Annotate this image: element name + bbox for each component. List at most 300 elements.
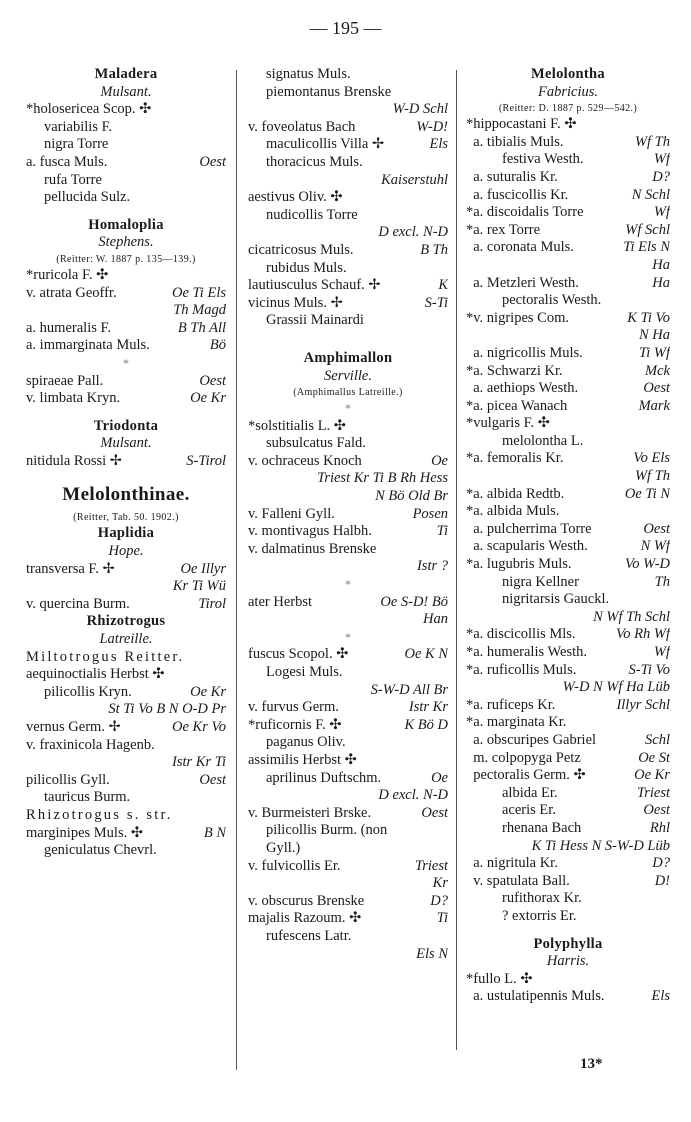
species-entry [466,750,670,768]
genus-heading: Amphimallon [303,349,393,366]
species-name: a. aethiops Westh. [466,380,579,397]
species-entry [26,172,226,190]
species-entry [466,626,670,644]
distribution: Oest [199,771,226,788]
species-entry [466,187,670,205]
species-entry [248,928,448,946]
species-entry [466,450,670,468]
species-name: maculicollis Villa ✢ [266,136,385,153]
species-name: variabilis F. [44,118,113,135]
species-entry [466,714,670,732]
species-entry [466,802,670,820]
species-entry [248,523,448,541]
species-name: a. immarginata Muls. [26,337,150,354]
distribution: Oe Illyr [180,560,226,577]
distribution: Oest [643,520,670,537]
species-entry [466,785,670,803]
species-name: nigra Torre [44,136,109,153]
distribution: Oe Kr [190,683,226,700]
species-name: a. fuscicollis Kr. [466,186,569,203]
species-entry [248,752,448,770]
species-entry [248,699,448,717]
species-name: v. quercina Burm. [26,595,130,612]
species-name: *a. lugubris Muls. [466,556,572,573]
distribution-continuation: D excl. N-D [378,787,448,804]
distribution: Oe S-D! Bö [380,593,448,610]
species-name: *a. discoidalis Torre [466,204,584,221]
spacer [26,207,226,217]
spacer [26,408,226,418]
distribution: Wf [653,644,670,660]
species-entry [466,222,670,240]
species-name: *a. rex Torre [466,221,541,238]
distribution-continuation: N Wf Th Schl [593,608,670,625]
distribution: D! [654,872,670,889]
species-name: v. montivagus Halbh. [248,523,372,540]
distribution: Triest [414,857,448,874]
species-name: *a. albida Redtb. [466,485,565,502]
genus-heading: Homaloplia [88,216,164,233]
genus-heading: Rhizotrogus [86,613,166,630]
species-entry [248,418,448,436]
species-name: a. coronata Muls. [466,239,574,256]
species-entry [248,664,448,682]
species-name: pectoralis Westh. [502,292,602,309]
distribution: S-Ti [424,294,448,311]
species-name: aceris Er. [502,802,556,819]
species-entry [248,506,448,524]
species-name: a. fusca Muls. [26,153,108,170]
distribution-continuation: Kr Ti Wü [172,578,226,595]
species-entry [466,556,670,574]
distribution: Schl [645,731,670,748]
species-entry [248,260,448,278]
genus-author: Latreille. [99,631,153,648]
species-name: v. Burmeisteri Brske. [248,804,372,821]
species-name: *solstitialis L. ✣ [248,417,346,434]
distribution: Oe Ti Els [172,284,226,301]
species-entry [26,719,226,737]
species-entry [248,295,448,313]
species-entry [466,521,670,539]
column-rule [456,70,457,1050]
species-name: pectoralis Germ. ✣ [466,767,586,784]
species-entry [466,363,670,381]
distribution: Posen [412,505,448,522]
species-entry [26,267,226,285]
species-entry [466,644,670,662]
species-entry [466,732,670,750]
species-entry [466,345,670,363]
species-entry [26,337,226,355]
species-entry [248,84,448,102]
distribution: Ti [436,910,448,927]
separator-asterisk: * [345,629,351,644]
species-entry [248,646,448,664]
species-entry [26,285,226,303]
distribution: Oe K N [404,646,448,663]
species-name: majalis Razoum. ✣ [248,910,362,927]
species-entry [466,503,670,521]
column-rule [236,70,237,1070]
species-entry [466,292,670,310]
species-entry [248,136,448,154]
species-entry [466,574,670,592]
genus-heading: Haplidia [97,525,155,542]
species-entry [248,277,448,295]
distribution-continuation: Istr Kr Ti [172,754,226,771]
distribution: Illyr Schl [616,696,670,713]
genus-author: Mulsant. [100,83,152,100]
species-entry [466,169,670,187]
species-name: *a. picea Wanach [466,397,568,414]
distribution: Ha [652,274,670,291]
species-entry [466,433,670,451]
species-entry [466,908,670,926]
species-name: signatus Muls. [266,66,351,82]
species-name: pilicollis Burm. (non [266,822,388,839]
distribution: Vo Rh Wf [616,626,670,643]
species-name: v. Falleni Gyll. [248,505,335,522]
spacer [466,926,670,936]
species-entry [26,684,226,702]
distribution: Rhl [649,819,670,836]
distribution-continuation: Istr ? [416,558,448,575]
genus-author: Mulsant. [100,435,152,452]
distribution: D? [652,855,670,872]
species-name: v. foveolatus Bach [248,118,356,135]
distribution: Mck [645,362,670,379]
distribution: Triest [636,784,670,801]
species-name: v. fraxinicola Hagenb. [26,736,155,753]
column-middle [248,66,448,963]
distribution-continuation: W-D N Wf Ha Lüb [562,679,670,696]
species-entry [466,134,670,152]
species-name: a. suturalis Kr. [466,168,558,185]
reference: (Reitter, Tab. 50. 1902.) [73,512,179,524]
species-name: melolontha L. [502,432,584,449]
column-left [26,66,226,860]
reference: (Amphimallus Latreille.) [293,387,403,399]
species-name: v. fulvicollis Er. [248,857,341,874]
distribution: Els [651,988,670,1005]
species-name: lautiusculus Schauf. ✢ [248,277,381,294]
distribution-continuation: S-W-D All Br [370,681,448,698]
distribution: Oe Ti N [624,485,670,502]
distribution-continuation: N Bö Old Br [375,488,448,505]
species-entry [248,858,448,876]
species-name: rufithorax Kr. [502,890,582,907]
species-name: *ruficornis F. ✣ [248,716,342,733]
species-entry [466,116,670,134]
species-name: Grassii Mainardi [266,312,364,329]
genus-author: Hope. [108,543,144,560]
species-name: v. limbata Kryn. [26,390,121,407]
distribution: B N [203,824,226,841]
species-name: v. obscurus Brenske [248,892,365,909]
species-entry [26,842,226,860]
species-name: albida Er. [502,784,558,801]
species-name: a. nigricollis Muls. [466,344,583,361]
species-name: *v. nigripes Com. [466,309,569,326]
species-entry [248,893,448,911]
species-entry [248,541,448,559]
species-name: *fullo L. ✣ [466,970,533,987]
species-entry [466,275,670,293]
species-name: thoracicus Muls. [266,153,363,170]
genus-author: Harris. [546,953,590,970]
species-entry [248,119,448,137]
distribution: Bö [209,337,226,354]
species-entry [466,662,670,680]
spacer [248,340,448,350]
distribution: Ti [436,523,448,540]
species-entry [26,101,226,119]
species-name: aprilinus Duftschm. [266,769,382,786]
species-name: *a. ruficeps Kr. [466,696,556,713]
species-name: v. atrata Geoffr. [26,284,117,301]
species-entry [466,151,670,169]
species-name: a. Metzleri Westh. [466,274,579,291]
species-name: a. humeralis F. [26,319,112,336]
genus-author: Serville. [324,367,372,384]
genus-heading: Maladera [94,66,158,82]
distribution: N Schl [631,186,670,203]
species-entry [466,697,670,715]
species-entry [466,398,670,416]
species-name: aequinoctialis Herbst ✣ [26,666,165,683]
distribution-continuation: Han [423,611,448,628]
signature-mark: 13* [580,1056,603,1072]
species-name: *a. Schwarzi Kr. [466,362,563,379]
distribution: Oest [643,380,670,397]
species-entry [248,207,448,225]
species-name: spiraeae Pall. [26,372,104,389]
subgenus-heading: Miltotrogus Reitter. [26,648,185,665]
distribution: Wf [653,151,670,168]
separator-asterisk: * [345,401,351,416]
species-entry [466,873,670,891]
species-entry [248,805,448,823]
species-entry [248,822,448,840]
species-entry [26,596,226,614]
species-name: aestivus Oliv. ✣ [248,189,343,206]
species-entry [26,119,226,137]
species-entry [26,373,226,391]
species-entry [466,486,670,504]
species-name: *hippocastani F. ✣ [466,116,577,133]
species-name: nigritarsis Gauckl. [502,591,610,608]
distribution-continuation: Th Magd [173,302,226,319]
distribution: Istr Kr [408,699,448,716]
species-name: a. ustulatipennis Muls. [466,988,605,1005]
page-number: — 195 — [309,18,382,38]
distribution: W-D! [416,118,448,135]
species-entry [466,204,670,222]
distribution: Wf Schl [625,221,670,238]
species-entry [26,772,226,790]
species-name: a. obscuripes Gabriel [466,731,597,748]
distribution: K [438,277,448,294]
species-name: paganus Oliv. [266,734,346,751]
distribution: Els [429,136,448,153]
species-name: subsulcatus Fald. [266,435,366,452]
species-name: rhenana Bach [502,819,582,836]
distribution-continuation: Triest Kr Ti B Rh Hess [317,470,448,487]
distribution-continuation: N Ha [638,327,670,344]
species-name: marginipes Muls. ✣ [26,824,144,841]
species-name: nigra Kellner [502,573,579,590]
species-name: vernus Germ. ✢ [26,719,121,735]
distribution: Ti Wf [638,344,670,361]
separator-asterisk: * [345,577,351,592]
species-name: Logesi Muls. [266,664,343,680]
species-name: v. furvus Germ. [248,699,339,716]
species-entry [466,988,670,1006]
species-entry [248,840,448,858]
species-name: pellucida Sulz. [44,189,131,206]
species-name: assimilis Herbst ✣ [248,751,357,768]
distribution: D? [652,168,670,185]
subfamily-heading: Melolonthinae. [62,484,190,506]
species-name: rubidus Muls. [266,259,347,276]
species-name: nudicollis Torre [266,206,358,223]
species-name: *holosericea Scop. ✣ [26,101,152,118]
distribution: Oest [199,372,226,389]
species-name: rufa Torre [44,171,102,188]
distribution-continuation: D excl. N-D [378,224,448,241]
species-name: *a. marginata Kr. [466,714,567,731]
species-entry [466,591,670,609]
distribution: S-Ti Vo [628,661,670,678]
species-entry [248,717,448,735]
species-name: ? extorris Er. [502,907,577,924]
species-entry [26,390,226,408]
species-entry [466,538,670,556]
species-entry [466,415,670,433]
species-name: festiva Westh. [502,151,584,168]
distribution: Oe Kr Vo [172,719,226,735]
species-name: piemontanus Brenske [266,83,392,100]
distribution: Wf Th [634,133,670,150]
distribution: Oest [421,804,448,821]
distribution: Th [654,573,670,590]
species-name: geniculatus Chevrl. [44,842,157,859]
column-right [466,66,670,1006]
species-name: a. nigritula Kr. [466,855,558,872]
species-name: m. colpopyga Petz [466,749,581,766]
distribution: Oe Kr [634,767,670,784]
genus-author: Stephens. [98,234,154,251]
species-name: a. tibialis Muls. [466,133,564,150]
distribution: N Wf [640,538,670,555]
species-name: transversa F. ✢ [26,560,115,577]
species-entry [26,453,226,471]
species-name: cicatricosus Muls. [248,241,354,258]
distribution: K Ti Vo [627,309,670,326]
species-name: pilicollis Gyll. [26,771,110,788]
species-entry [26,189,226,207]
distribution: Oest [199,153,226,170]
species-entry [248,734,448,752]
distribution: Oe [431,769,448,786]
spacer [248,330,448,340]
species-entry [248,66,448,84]
species-name: fuscus Scopol. ✣ [248,646,349,663]
reference: (Reitter: W. 1887 p. 135—139.) [56,253,196,265]
genus-heading: Triodonta [93,417,159,434]
subgenus-heading: Rhizotrogus s. str. [26,806,173,823]
distribution: Vo W-D [625,556,670,573]
species-entry [466,890,670,908]
species-entry [248,189,448,207]
distribution: Oe St [638,749,670,766]
distribution-continuation: St Ti Vo B N O-D Pr [108,701,226,718]
species-name: tauricus Burm. [44,789,131,806]
distribution: B Th [420,241,448,258]
species-name: *ruricola F. ✣ [26,266,109,283]
species-name: *a. discicollis Mls. [466,626,576,643]
reference: (Reitter: D. 1887 p. 529—542.) [498,103,638,115]
distribution: Mark [638,397,670,414]
species-entry [26,154,226,172]
distribution-continuation: Kaiserstuhl [381,171,448,188]
distribution-continuation: W-D Schl [392,101,448,118]
distribution-continuation: Kr [432,875,448,892]
species-name: a. scapularis Westh. [466,538,588,555]
species-name: a. pulcherrima Torre [466,520,592,537]
species-entry [466,855,670,873]
species-name: v. spatulata Ball. [466,872,570,889]
distribution: S-Tirol [186,452,226,469]
species-name: rufescens Latr. [266,927,352,944]
species-entry [26,561,226,579]
spacer [26,470,226,480]
genus-heading: Polyphylla [533,935,603,952]
species-entry [248,242,448,260]
species-entry [26,666,226,684]
species-name: v. ochraceus Knoch [248,452,362,469]
species-entry [248,594,448,612]
species-entry [466,767,670,785]
species-entry [248,154,448,172]
species-name: vicinus Muls. ✢ [248,294,343,311]
genus-heading: Melolontha [531,66,605,82]
distribution: Oest [643,802,670,819]
distribution-continuation: K Ti Hess N S-W-D Lüb [531,837,670,854]
species-name: *a. albida Muls. [466,503,560,520]
species-name: *a. femoralis Kr. [466,450,564,467]
distribution: Wf [653,204,670,221]
species-name: pilicollis Kryn. [44,683,132,700]
species-entry [26,825,226,843]
species-entry [248,910,448,928]
distribution: Oe Kr [190,390,226,407]
species-entry [26,320,226,338]
distribution: Oe [431,452,448,469]
species-entry [466,380,670,398]
species-entry [248,770,448,788]
species-entry [466,971,670,989]
distribution: D? [430,892,448,909]
species-entry [466,820,670,838]
distribution: K Bö D [404,716,448,733]
species-name: *a. humeralis Westh. [466,644,587,660]
species-name: ater Herbst [248,593,313,610]
species-entry [466,239,670,257]
distribution: Ti Els N [623,239,670,256]
distribution: Tirol [198,595,226,612]
